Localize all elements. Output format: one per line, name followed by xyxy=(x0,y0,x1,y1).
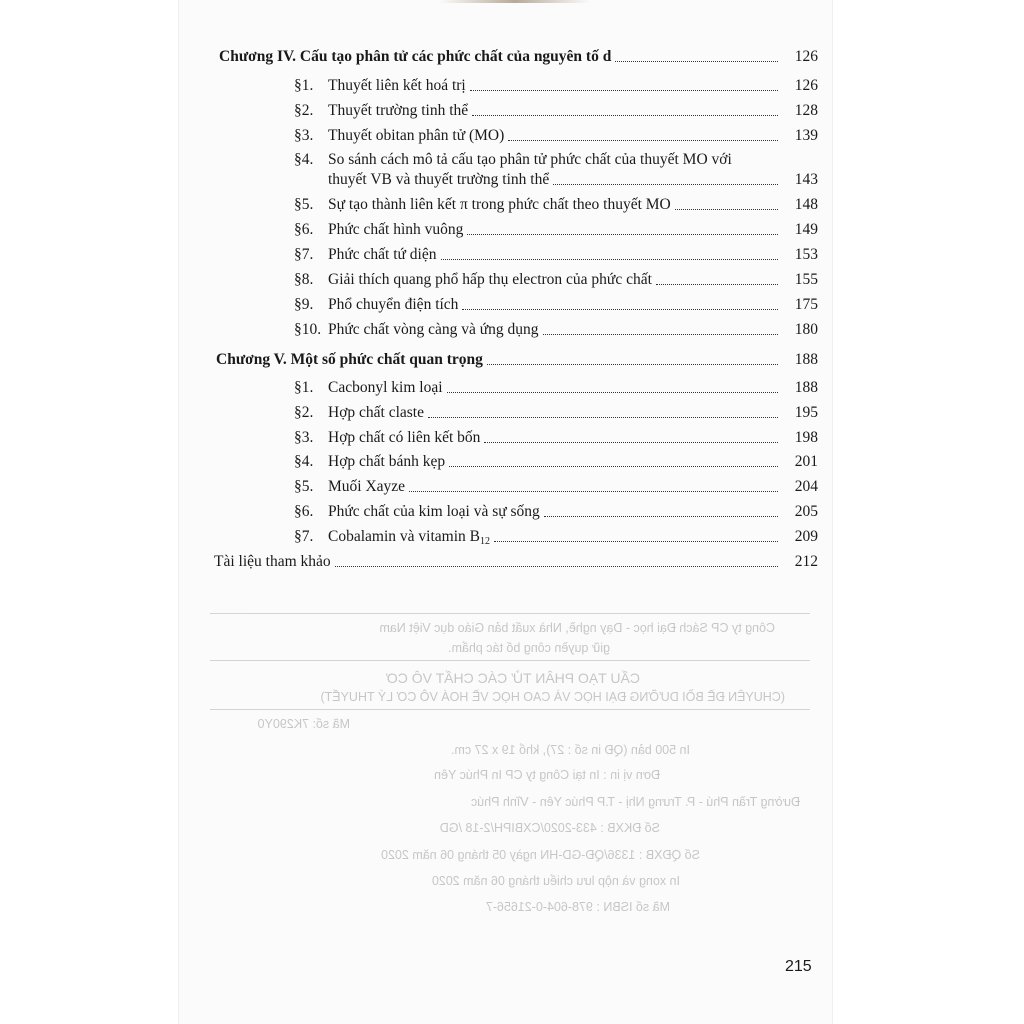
toc-item-number: §8. xyxy=(294,271,314,288)
toc-item xyxy=(294,429,818,447)
toc-page-number: 175 xyxy=(794,296,818,313)
toc-item xyxy=(294,503,818,521)
toc-item-title: thuyết VB và thuyết trường tinh thể xyxy=(328,171,550,188)
toc-item-title-line1: So sánh cách mô tả cấu tạo phân tử phức chất của thuyết MO với xyxy=(328,151,732,168)
dot-leader xyxy=(675,209,778,210)
ghost-rule xyxy=(210,613,810,614)
toc-item-line1 xyxy=(294,151,818,169)
ghost-line: Đường Trần Phú - P. Trưng Nhị - T.P Phúc Yên - Vĩnh Phúc xyxy=(470,795,800,809)
toc-item-number: §4. xyxy=(294,453,314,470)
toc-references-title: Tài liệu tham khảo xyxy=(214,553,331,570)
dot-leader xyxy=(508,140,778,141)
toc-item xyxy=(294,102,818,120)
toc-item-number: §7. xyxy=(294,246,314,263)
ghost-line: (CHUYÊN ĐỀ BỒI DƯỠNG ĐẠI HỌC VÀ CAO HỌC VỀ HOÁ VÔ CƠ LÝ THUYẾT) xyxy=(320,690,785,704)
toc-item xyxy=(294,321,818,339)
toc-page-number: 204 xyxy=(794,478,818,495)
toc-item-title-text: Cobalamin và vitamin B xyxy=(328,528,480,545)
dot-leader xyxy=(472,115,778,116)
toc-item-number: §1. xyxy=(294,77,314,94)
toc-item-title xyxy=(328,528,490,546)
toc-item xyxy=(294,453,818,471)
ghost-line: CẤU TẠO PHÂN TỬ CÁC CHẤT VÔ CƠ xyxy=(385,670,640,686)
toc-item-title: Phổ chuyển điện tích xyxy=(328,296,459,313)
toc-item-title: Muối Xayze xyxy=(328,478,406,495)
ghost-rule xyxy=(210,709,810,710)
toc-page-number: 205 xyxy=(794,503,818,520)
toc-item xyxy=(294,171,818,189)
toc-chapter-title: Chương V. Một số phức chất quan trọng xyxy=(216,351,483,368)
toc-item-title: Hợp chất bánh kẹp xyxy=(328,453,446,470)
toc-page-number: 212 xyxy=(794,553,818,570)
toc-item-title: Phức chất hình vuông xyxy=(328,221,464,238)
toc-item-number: §2. xyxy=(294,102,314,119)
toc-page-number: 155 xyxy=(794,271,818,288)
toc-chapter-5 xyxy=(216,351,818,369)
toc-item-number: §2. xyxy=(294,404,314,421)
toc-item-number: §3. xyxy=(294,429,314,446)
dot-leader xyxy=(484,442,778,443)
toc-item-title: Sự tạo thành liên kết π trong phức chất theo thuyết MO xyxy=(328,196,671,213)
dot-leader xyxy=(462,309,778,310)
dot-leader xyxy=(553,184,778,185)
dot-leader xyxy=(467,234,778,235)
toc-item-title: Phức chất tứ diện xyxy=(328,246,437,263)
subscript-12: 12 xyxy=(479,536,490,547)
toc-page-number: 126 xyxy=(794,48,818,65)
toc-item xyxy=(294,127,818,145)
toc-item-title: Thuyết trường tinh thể xyxy=(328,102,469,119)
toc-item-number: §10. xyxy=(294,321,322,338)
ghost-line: Mã số: 7K290Y0 xyxy=(257,717,350,731)
toc-chapter-4 xyxy=(219,48,818,66)
toc-item xyxy=(294,271,818,289)
dot-leader xyxy=(409,491,778,492)
dot-leader xyxy=(335,566,778,567)
dot-leader xyxy=(428,417,778,418)
toc-item-number: §6. xyxy=(294,503,314,520)
dot-leader xyxy=(447,392,778,393)
ghost-line: In xong và nộp lưu chiểu tháng 06 năm 2020 xyxy=(431,874,680,888)
ghost-line: Số ĐKXB : 433-2020/CXBIPH/2-18 /GD xyxy=(439,821,660,835)
toc-page-number: 143 xyxy=(794,171,818,188)
toc-page-number: 188 xyxy=(794,379,818,396)
toc-item-title: Cacbonyl kim loại xyxy=(328,379,443,396)
toc-item-number: §4. xyxy=(294,151,314,168)
toc-item-number: §5. xyxy=(294,196,314,213)
toc-page-number: 153 xyxy=(794,246,818,263)
ghost-line: Số QĐXB : 1336/QĐ-GD-HN ngày 05 tháng 06 năm 2020 xyxy=(381,848,700,862)
toc-item-number: §1. xyxy=(294,379,314,396)
toc-item-title: Hợp chất claste xyxy=(328,404,424,421)
dot-leader xyxy=(615,61,778,62)
toc-item xyxy=(294,528,818,546)
dot-leader xyxy=(441,259,779,260)
toc-page-number: 139 xyxy=(794,127,818,144)
page-number: 215 xyxy=(785,958,812,975)
toc-item xyxy=(294,196,818,214)
toc-item-title: Thuyết obitan phân tử (MO) xyxy=(328,127,505,144)
ghost-line: Mã số ISBN : 978-604-0-21656-7 xyxy=(485,900,670,914)
toc-page-number: 126 xyxy=(794,77,818,94)
dot-leader xyxy=(543,334,778,335)
toc-page-number: 198 xyxy=(794,429,818,446)
toc-page-number: 195 xyxy=(794,404,818,421)
toc-item xyxy=(294,478,818,496)
dot-leader xyxy=(470,90,778,91)
toc-item xyxy=(294,379,818,397)
toc-page-number: 188 xyxy=(794,351,818,368)
toc-page-number: 180 xyxy=(794,321,818,338)
ghost-rule xyxy=(210,660,810,661)
toc-item xyxy=(294,404,818,422)
toc-page-number: 201 xyxy=(794,453,818,470)
dot-leader xyxy=(544,516,778,517)
toc-page-number: 209 xyxy=(794,528,818,545)
toc-item-number: §5. xyxy=(294,478,314,495)
toc-item-number: §3. xyxy=(294,127,314,144)
ghost-line: Đơn vị in : In tại Công ty CP In Phúc Yên xyxy=(434,768,660,782)
toc-item-title: Hợp chất có liên kết bốn xyxy=(328,429,481,446)
ghost-line: Công ty CP Sách Đại học - Dạy nghề, Nhà xuất bản Giáo dục Việt Nam xyxy=(379,621,775,635)
toc-chapter-title: Chương IV. Cấu tạo phân tử các phức chất của nguyên tố d xyxy=(219,48,612,65)
dot-leader xyxy=(494,541,778,542)
ghost-line: giữ quyền công bố tác phẩm. xyxy=(448,641,610,655)
toc-item-number: §9. xyxy=(294,296,314,313)
toc-item-title: Phức chất của kim loại và sự sống xyxy=(328,503,540,520)
toc-item-title: Thuyết liên kết hoá trị xyxy=(328,77,466,94)
ghost-line: In 500 bản (QĐ in số : 27), khổ 19 x 27 cm. xyxy=(450,743,690,757)
toc-page-number: 148 xyxy=(794,196,818,213)
show-through-imprint xyxy=(210,605,810,925)
top-edge-shadow xyxy=(440,0,590,3)
toc-item-number: §7. xyxy=(294,528,314,545)
toc-item xyxy=(294,221,818,239)
dot-leader xyxy=(656,284,778,285)
dot-leader xyxy=(449,466,778,467)
toc-item xyxy=(294,77,818,95)
toc-item-number: §6. xyxy=(294,221,314,238)
toc-item-title: Giải thích quang phổ hấp thụ electron của phức chất xyxy=(328,271,652,288)
toc-item-title: Phức chất vòng càng và ứng dụng xyxy=(328,321,539,338)
toc-item xyxy=(294,246,818,264)
dot-leader xyxy=(487,364,778,365)
toc-page-number: 128 xyxy=(794,102,818,119)
toc-item xyxy=(294,296,818,314)
toc-references xyxy=(214,553,818,571)
toc-page-number: 149 xyxy=(794,221,818,238)
